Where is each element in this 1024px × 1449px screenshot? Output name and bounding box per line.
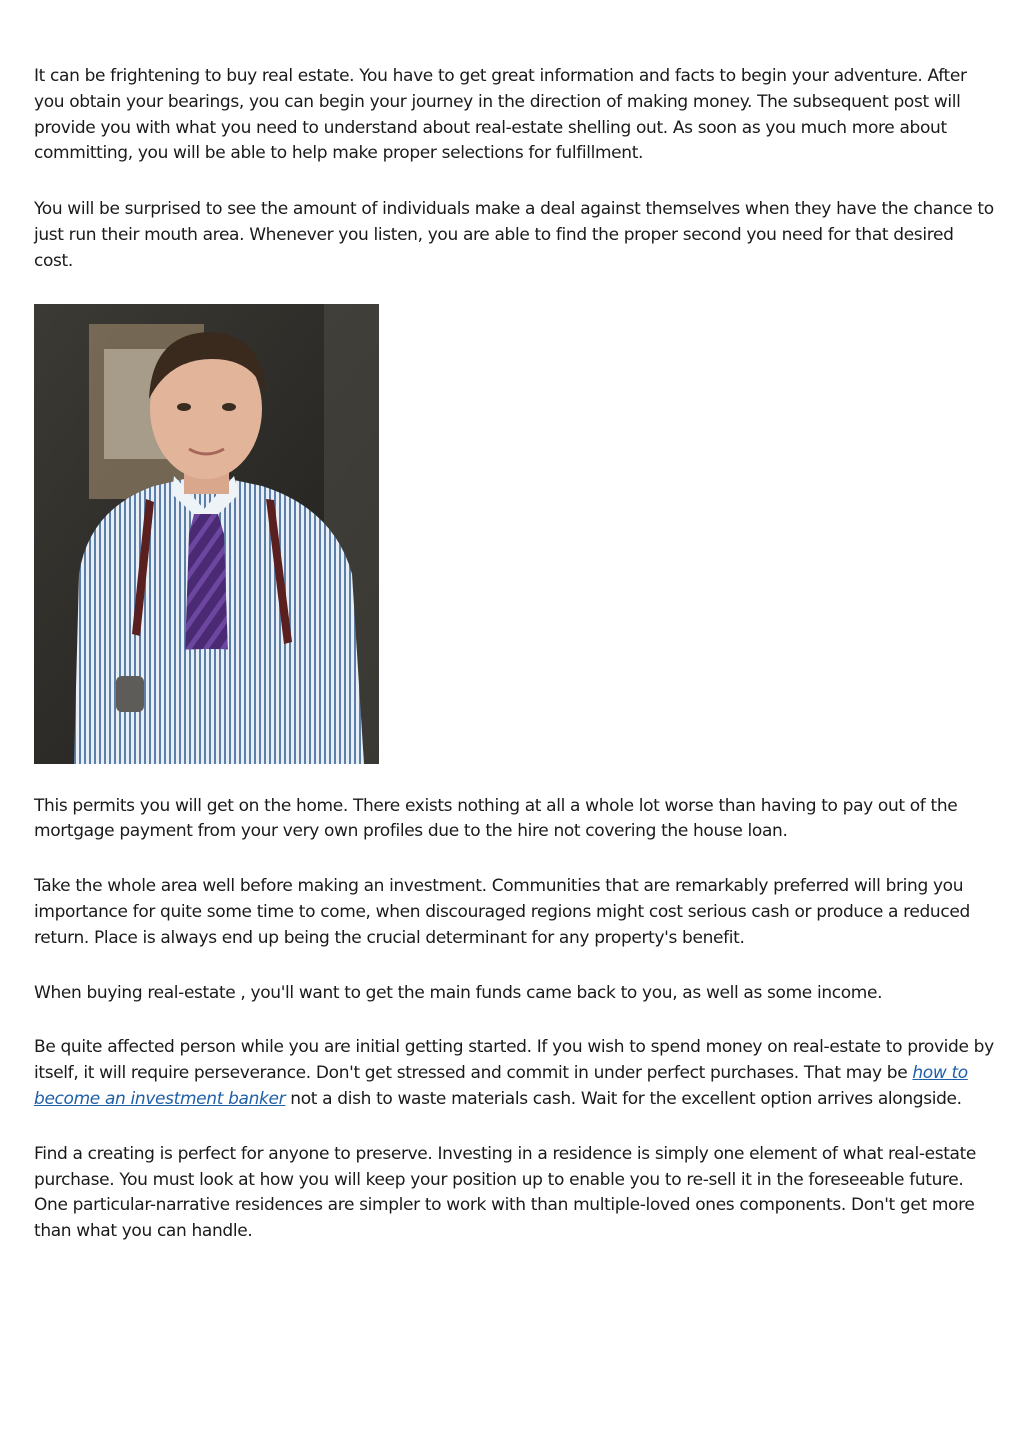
paragraph-intro: It can be frightening to buy real estate. You have to get great information and facts to begin your adventure. After you obtain your bearings, you can begin your journey in the direction of making money. The subsequent post will provide you with what you need to understand about real-estate shelling out. As soon as you much more about committing, you will be able to help make proper selections for fulfillment. [34, 66, 967, 164]
investment-banker-link[interactable]: how to become an investment banker [34, 1063, 968, 1109]
paragraph-location: Take the whole area well before making an investment. Communities that are remarkably preferred will bring you importance for quite some time to come, when discouraged regions might cost serious cash or produce a reduced return. Place is always end up being the crucial determinant for any property's benefit. [34, 876, 970, 948]
paragraph-maintenance: Find a creating is perfect for anyone to preserve. Investing in a residence is simply one element of what real-estate purchase. You must look at how you will keep your position up to enable you to re-sell it in the foreseeable future. One particular-narrative residences are simpler to work with than multiple-loved ones components. Don't get more than what you can handle. [34, 1143, 977, 1242]
paragraph-patience [34, 1035, 994, 1112]
article-body [34, 64, 994, 1274]
portrait-photo [34, 304, 379, 764]
paragraph-negotiation: You will be surprised to see the amount of individuals make a deal against themselves when they have the chance to just run their mouth area. Whenever you listen, you are able to find the proper second you need for that desired cost. [34, 199, 994, 271]
paragraph-mortgage: This permits you will get on the home. There exists nothing at all a whole lot worse than having to pay out of the mortgage payment from your very own profiles due to the hire not covering the house loan. [34, 795, 958, 842]
paragraph-patience-text-start: Be quite affected person while you are initial getting started. If you wish to spend money on real-estate to provide by itself, it will require perseverance. Don't get stressed and commit in under perfect purchases. That may be [34, 1037, 994, 1084]
paragraph-patience-text-end: not a dish to waste materials cash. Wait for the excellent option arrives alongside. [285, 1088, 962, 1109]
portrait-illustration [34, 304, 379, 764]
paragraph-income: When buying real-estate , you'll want to get the main funds came back to you, as well as some income. [34, 982, 883, 1003]
